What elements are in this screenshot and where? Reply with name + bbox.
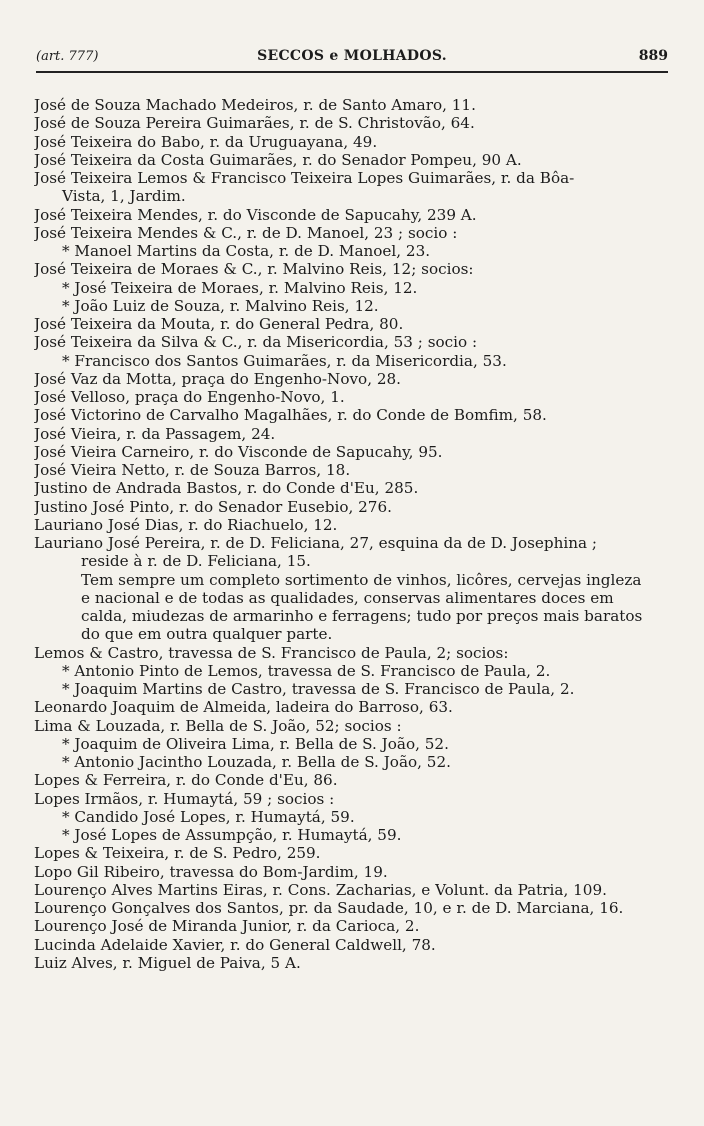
entry-line: José Teixeira de Moraes & C., r. Malvino Reis, 12; socios:	[34, 260, 474, 279]
entry-line: Justino de Andrada Bastos, r. do Conde d'Eu, 285.	[34, 479, 419, 498]
advertisement-line: calda, miudezas de armarinho e ferragens; tudo por preços mais baratos	[81, 607, 643, 625]
entry-line: Lourenço Alves Martins Eiras, r. Cons. Zacharias, e Volunt. da Patria, 109.	[34, 880, 607, 899]
entry-line: Lauriano José Pereira, r. de D. Feliciana, 27, esquina da de D. Josephina ;	[34, 534, 598, 552]
entry-line: Lopo Gil Ribeiro, travessa do Bom-Jardim, 19.	[34, 862, 388, 881]
entry-line: José Vieira, r. da Passagem, 24.	[34, 424, 276, 443]
entry-line: José Victorino de Carvalho Magalhães, r. do Conde de Bomfim, 58.	[34, 406, 547, 425]
entry-line: Lopes Irmãos, r. Humaytá, 59 ; socios :	[34, 789, 335, 808]
entry-line: José de Souza Machado Medeiros, r. de Santo Amaro, 11.	[34, 96, 476, 114]
entry-line: José Vieira Netto, r. de Souza Barros, 18.	[34, 461, 351, 479]
entry-line: * José Lopes de Assumpção, r. Humaytá, 59.	[62, 826, 402, 844]
entry-line: Vista, 1, Jardim.	[62, 187, 186, 206]
entry-line: * João Luiz de Souza, r. Malvino Reis, 12.	[62, 296, 379, 315]
entry-line: Lauriano José Dias, r. do Riachuelo, 12.	[34, 515, 338, 534]
entry-line: José Vaz da Motta, praça do Engenho-Novo, 28.	[34, 369, 402, 388]
entry-line: José Teixeira Mendes, r. do Visconde de Sapucahy, 239 A.	[34, 205, 477, 224]
advertisement-line: do que em outra qualquer parte.	[81, 625, 333, 644]
entry-line: * Antonio Pinto de Lemos, travessa de S. Francisco de Paula, 2.	[62, 661, 551, 680]
entry-line: * Francisco dos Santos Guimarães, r. da Misericordia, 53.	[62, 351, 507, 370]
entry-line: * Candido José Lopes, r. Humaytá, 59.	[62, 807, 355, 826]
entry-line: * José Teixeira de Moraes, r. Malvino Reis, 12.	[62, 278, 418, 297]
entry-line: Lourenço José de Miranda Junior, r. da Carioca, 2.	[34, 917, 420, 936]
entry-line: * Joaquim de Oliveira Lima, r. Bella de S. João, 52.	[62, 734, 449, 753]
section-title: SECCOS e MOLHADOS.	[257, 48, 447, 64]
entry-line: José de Souza Pereira Guimarães, r. de S. Christovão, 64.	[34, 114, 475, 133]
entry-line: José Teixeira do Babo, r. da Uruguayana, 49.	[34, 132, 378, 151]
entry-line: * Joaquim Martins de Castro, travessa de S. Francisco de Paula, 2.	[62, 680, 575, 698]
entry-line: Lucinda Adelaide Xavier, r. do General Caldwell, 78.	[34, 935, 436, 954]
entry-line: Luiz Alves, r. Miguel de Paiva, 5 A.	[34, 953, 301, 972]
entry-line: Justino José Pinto, r. do Senador Eusebio, 276.	[34, 497, 392, 516]
page-header	[36, 47, 668, 73]
article-reference: (art. 777)	[36, 49, 99, 64]
entry-line: José Vieira Carneiro, r. do Visconde de Sapucahy, 95.	[34, 442, 443, 461]
entry-line: José Velloso, praça do Engenho-Novo, 1.	[34, 388, 345, 406]
advertisement-line: e nacional e de todas as qualidades, conservas alimentares doces em	[81, 588, 614, 607]
entry-line: José Teixeira da Silva & C., r. da Misericordia, 53 ; socio :	[34, 333, 478, 352]
entry-line: Leonardo Joaquim de Almeida, ladeira do Barroso, 63.	[34, 698, 453, 717]
entry-line: José Teixeira Lemos & Francisco Teixeira Lopes Guimarães, r. da Bôa-	[34, 169, 575, 187]
directory-entries	[34, 96, 674, 972]
entry-line: Lopes & Teixeira, r. de S. Pedro, 259.	[34, 844, 321, 863]
entry-line: José Teixeira da Mouta, r. do General Pedra, 80.	[34, 315, 404, 333]
entry-line: Lima & Louzada, r. Bella de S. João, 52; socios :	[34, 716, 402, 735]
entry-line: Lemos & Castro, travessa de S. Francisco de Paula, 2; socios:	[34, 643, 509, 662]
entry-line: reside à r. de D. Feliciana, 15.	[81, 552, 311, 571]
page-number: 889	[638, 48, 668, 64]
entry-line: Lourenço Gonçalves dos Santos, pr. da Saudade, 10, e r. de D. Marciana, 16.	[34, 899, 624, 917]
entry-line: * Manoel Martins da Costa, r. de D. Manoel, 23.	[62, 242, 431, 260]
entry-line: * Antonio Jacintho Louzada, r. Bella de S. João, 52.	[62, 753, 451, 771]
entry-line: José Teixeira Mendes & C., r. de D. Manoel, 23 ; socio :	[34, 223, 458, 242]
entry-line: Lopes & Ferreira, r. do Conde d'Eu, 86.	[34, 771, 338, 790]
entry-line: José Teixeira da Costa Guimarães, r. do Senador Pompeu, 90 A.	[34, 150, 522, 169]
advertisement-line: Tem sempre um completo sortimento de vinhos, licôres, cervejas ingleza	[81, 570, 642, 589]
